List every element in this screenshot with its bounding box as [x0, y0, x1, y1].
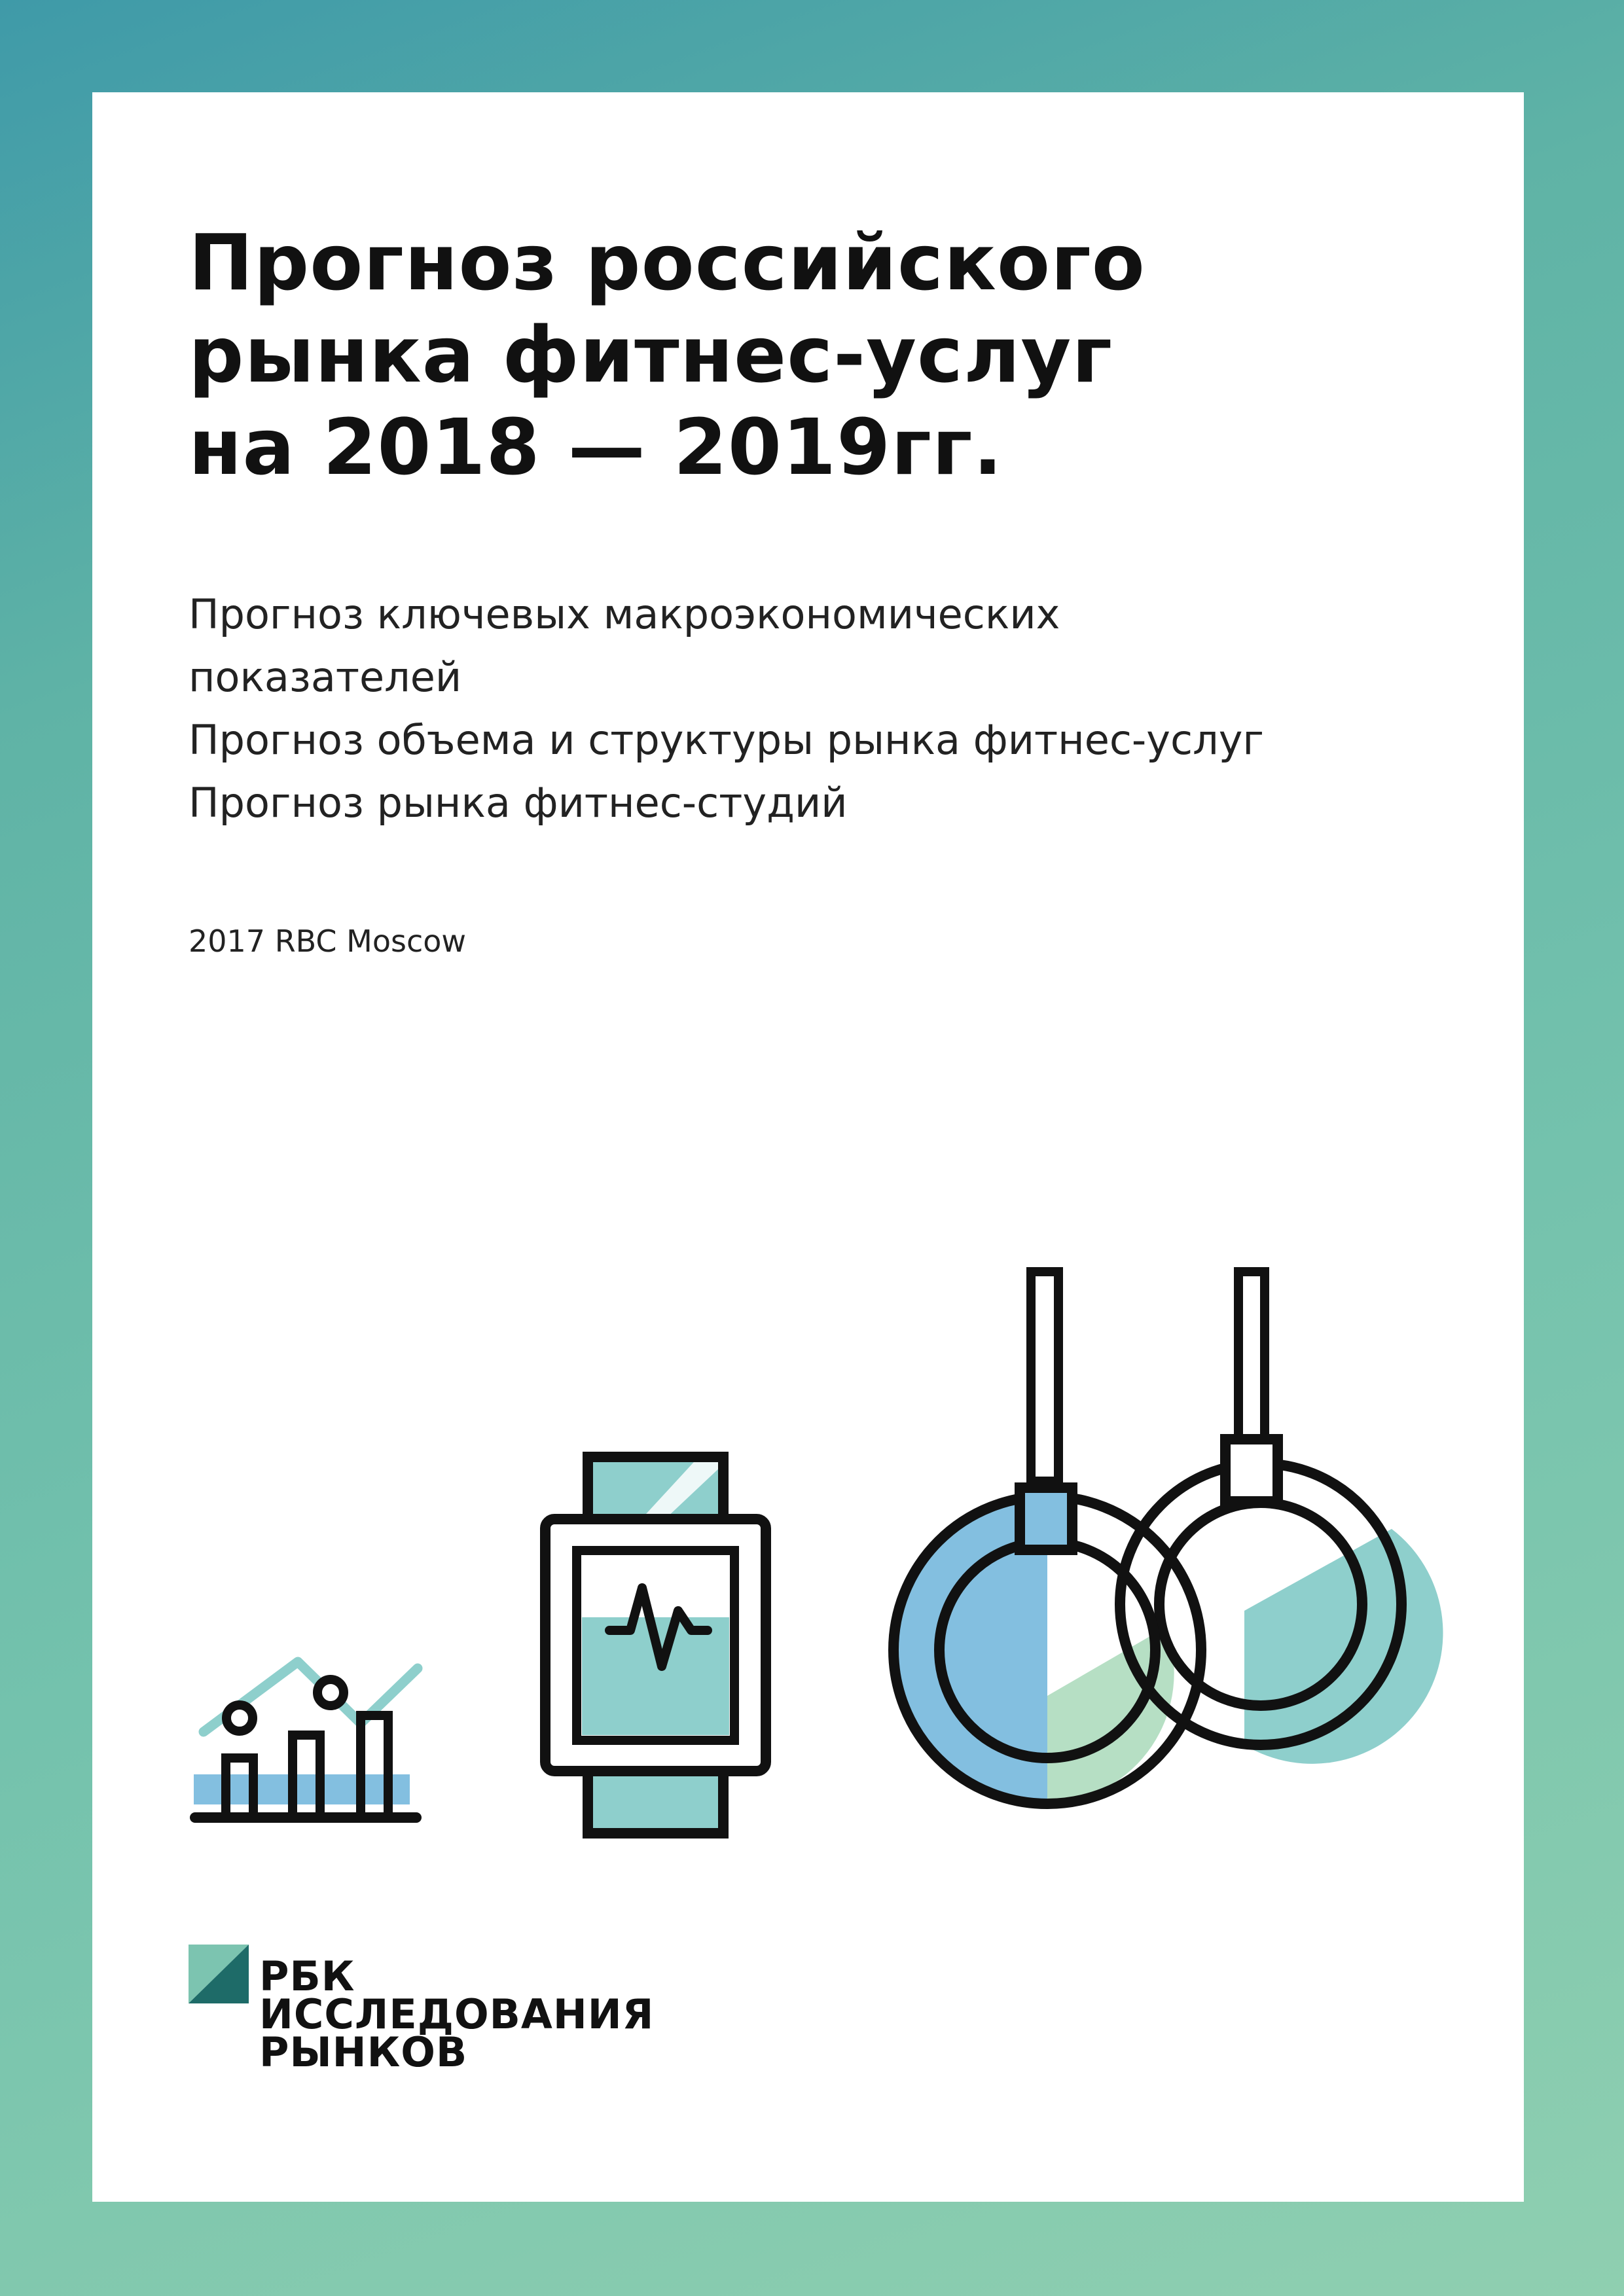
fitness-watch-icon	[545, 1447, 766, 1835]
contents-line-3: Прогноз объема и структуры рынка фитнес-услуг	[189, 716, 1264, 764]
title-line-3: на 2018 — 2019гг.	[189, 402, 1003, 492]
chart-growth-icon	[194, 1662, 418, 1818]
logo-line-3: РЫНКОВ	[259, 2028, 468, 2076]
rbc-logo-mark-icon	[189, 1945, 249, 2003]
logo-wordmark	[259, 1952, 655, 2076]
title-line-1: Прогноз российского	[189, 217, 1146, 308]
illustration	[92, 92, 1524, 2202]
rbc-logo	[189, 1945, 778, 2128]
title-line-2: рынка фитнес-услуг	[189, 310, 1113, 400]
contents-line-4: Прогноз рынка фитнес-студий	[189, 779, 848, 827]
cover-page	[92, 92, 1524, 2202]
contents-line-1: Прогноз ключевых макроэкономических	[189, 590, 1060, 638]
logo-line-1: РБК	[259, 1952, 355, 2000]
contents-line-2: показателей	[189, 653, 462, 701]
gymnastic-rings-icon	[893, 1272, 1443, 1804]
logo-line-2: ИССЛЕДОВАНИЯ	[259, 1990, 655, 2038]
credit-line: 2017 RBC Moscow	[189, 924, 466, 959]
